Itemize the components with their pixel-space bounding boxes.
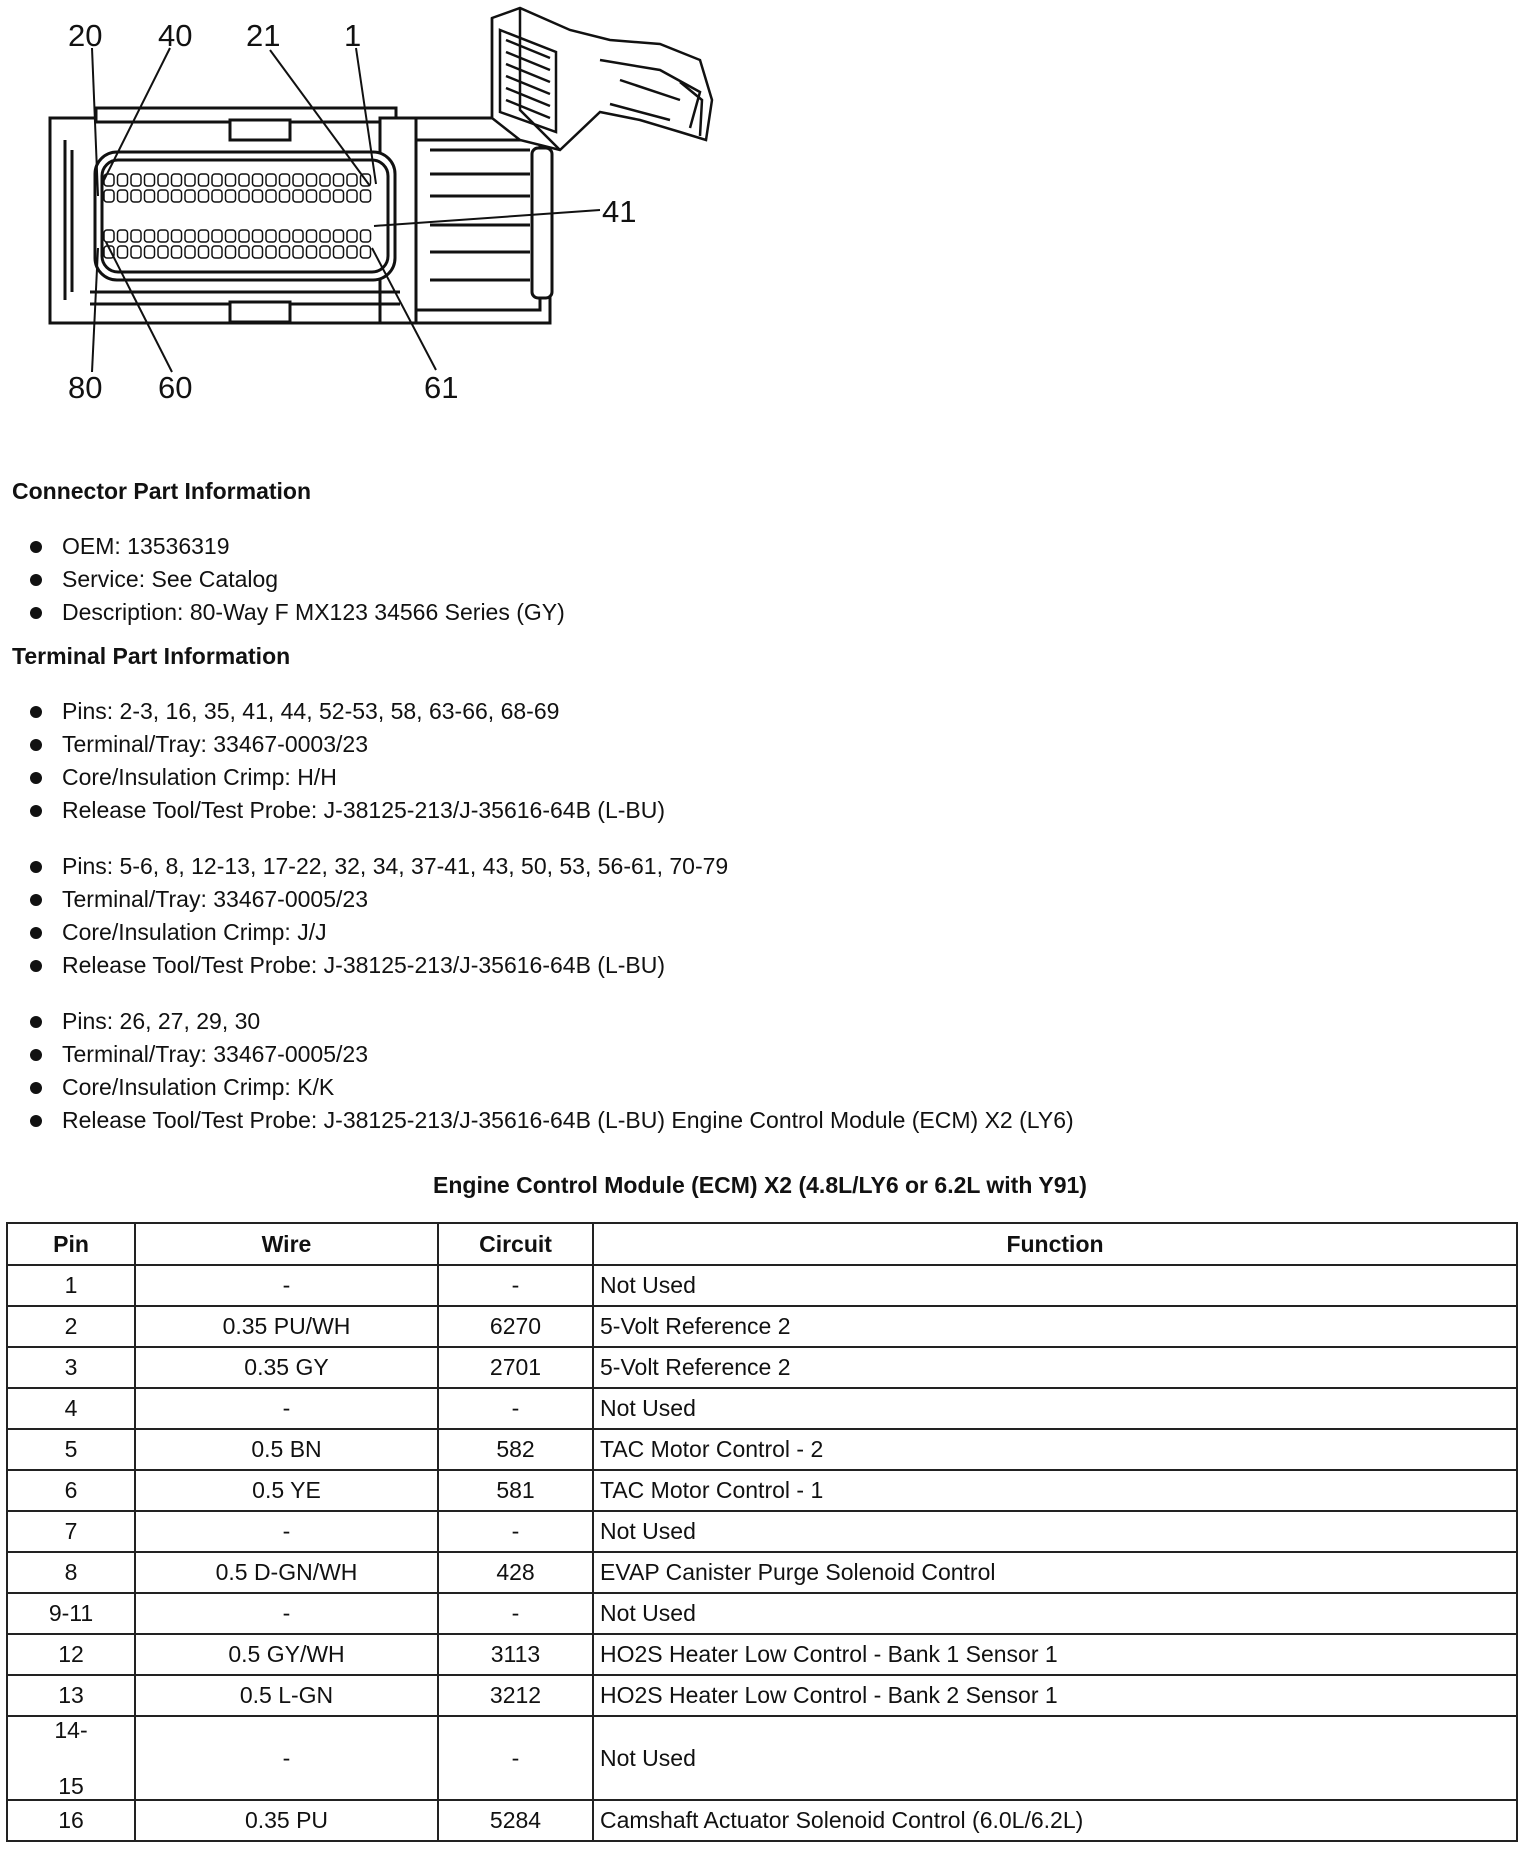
table-row (7, 1593, 1517, 1634)
pin-cavity (212, 230, 222, 242)
terminal-group-2 (28, 850, 728, 982)
list-item: Core/Insulation Crimp: K/K (28, 1071, 1074, 1104)
cell-circuit: 3212 (438, 1675, 593, 1716)
cell-wire: - (135, 1265, 438, 1306)
pin-cavity (239, 190, 249, 202)
pin-cavity (145, 230, 155, 242)
pin-cavity (293, 246, 303, 258)
cell-pin: 3 (7, 1347, 135, 1388)
pin-cavity (307, 246, 317, 258)
list-item: OEM: 13536319 (28, 530, 565, 563)
cell-pin: 5 (7, 1429, 135, 1470)
cell-circuit: - (438, 1593, 593, 1634)
cell-wire: 0.35 PU/WH (135, 1306, 438, 1347)
cell-pin: 16 (7, 1800, 135, 1841)
cell-function: Not Used (593, 1388, 1517, 1429)
header-pin: Pin (7, 1223, 135, 1265)
cell-wire: 0.5 GY/WH (135, 1634, 438, 1675)
pin-cavity (185, 190, 195, 202)
pin-cavity (226, 246, 236, 258)
cell-pin (7, 1716, 135, 1800)
cell-wire: 0.5 BN (135, 1429, 438, 1470)
table-row (7, 1429, 1517, 1470)
cell-circuit: 428 (438, 1552, 593, 1593)
pin-cavity (334, 246, 344, 258)
cell-function: TAC Motor Control - 2 (593, 1429, 1517, 1470)
pin-cavity (131, 230, 141, 242)
table-row (7, 1265, 1517, 1306)
pin-label-60: 60 (158, 370, 193, 405)
cell-function: Not Used (593, 1511, 1517, 1552)
header-wire: Wire (135, 1223, 438, 1265)
pin-cavity (347, 230, 357, 242)
pin-cavity (118, 246, 128, 258)
pin-cavity (104, 230, 114, 242)
cell-wire: 0.35 PU (135, 1800, 438, 1841)
cell-wire: - (135, 1716, 438, 1800)
connector-diagram (0, 0, 1520, 460)
pin-cavity (118, 230, 128, 242)
pin-table (6, 1222, 1518, 1842)
pin-cavity (158, 246, 168, 258)
table-row (7, 1675, 1517, 1716)
pin-cavity (266, 230, 276, 242)
cell-circuit: - (438, 1265, 593, 1306)
pin-cavity (212, 190, 222, 202)
cell-wire: 0.5 YE (135, 1470, 438, 1511)
pin-cavity (253, 246, 263, 258)
pin-cavity (320, 190, 330, 202)
pin-cavity (361, 246, 371, 258)
pin-cavity (334, 190, 344, 202)
table-row (7, 1388, 1517, 1429)
pin-cavity (226, 174, 236, 186)
cell-pin: 13 (7, 1675, 135, 1716)
pin-label-61: 61 (424, 370, 459, 405)
pin-cavity (361, 190, 371, 202)
pin-cavity (293, 230, 303, 242)
list-item: Pins: 5-6, 8, 12-13, 17-22, 32, 34, 37-41, 43, 50, 53, 56-61, 70-79 (28, 850, 728, 883)
pin-cavity (145, 246, 155, 258)
pin-cavity (239, 230, 249, 242)
pin-cavity (253, 230, 263, 242)
cell-wire: 0.35 GY (135, 1347, 438, 1388)
table-row (7, 1552, 1517, 1593)
table-row (7, 1634, 1517, 1675)
pin-cavity (239, 174, 249, 186)
pin-cavity (361, 230, 371, 242)
pin-label-80: 80 (68, 370, 103, 405)
cell-pin: 7 (7, 1511, 135, 1552)
pin-cavity (104, 190, 114, 202)
pin-cavity (307, 230, 317, 242)
pin-cavity (266, 190, 276, 202)
cell-wire: - (135, 1388, 438, 1429)
cell-circuit: 6270 (438, 1306, 593, 1347)
cell-wire: - (135, 1511, 438, 1552)
header-circuit: Circuit (438, 1223, 593, 1265)
pin-cavity (307, 190, 317, 202)
pin-cavity (266, 174, 276, 186)
pin-cavity (118, 174, 128, 186)
pin-cavity (131, 190, 141, 202)
list-item: Pins: 26, 27, 29, 30 (28, 1005, 1074, 1038)
pin-cavity (172, 190, 182, 202)
cell-pin: 6 (7, 1470, 135, 1511)
pin-cavity (226, 230, 236, 242)
terminal-group-1 (28, 695, 665, 827)
connector-body (50, 108, 552, 323)
table-row (7, 1800, 1517, 1841)
pin-cavity (199, 230, 209, 242)
pin-cavity (199, 190, 209, 202)
cell-function: Not Used (593, 1265, 1517, 1306)
cell-function: HO2S Heater Low Control - Bank 1 Sensor 1 (593, 1634, 1517, 1675)
pin-cavity (347, 174, 357, 186)
header-function: Function (593, 1223, 1517, 1265)
pin-cavity (158, 230, 168, 242)
pin-cavity (172, 246, 182, 258)
list-item: Release Tool/Test Probe: J-38125-213/J-35616-64B (L-BU) (28, 949, 728, 982)
pin-cavity (199, 174, 209, 186)
list-item: Release Tool/Test Probe: J-38125-213/J-35616-64B (L-BU) (28, 794, 665, 827)
pin-cavity (280, 246, 290, 258)
pin-cavity (334, 174, 344, 186)
cell-circuit: - (438, 1511, 593, 1552)
pin-label-40: 40 (158, 18, 193, 53)
cell-circuit: 2701 (438, 1347, 593, 1388)
pin-cavity (185, 230, 195, 242)
pin-cavity (212, 174, 222, 186)
pin-cavity (280, 190, 290, 202)
pin-cavity (212, 246, 222, 258)
cell-circuit: - (438, 1716, 593, 1800)
cell-pin: 2 (7, 1306, 135, 1347)
list-item: Terminal/Tray: 33467-0005/23 (28, 883, 728, 916)
list-item: Release Tool/Test Probe: J-38125-213/J-35616-64B (L-BU) Engine Control Module (ECM) X2 (LY6) (28, 1104, 1074, 1137)
pin-cavity (334, 230, 344, 242)
table-row (7, 1470, 1517, 1511)
cell-function: HO2S Heater Low Control - Bank 2 Sensor 1 (593, 1675, 1517, 1716)
cell-function: Camshaft Actuator Solenoid Control (6.0L/6.2L) (593, 1800, 1517, 1841)
list-item: Description: 80-Way F MX123 34566 Series (GY) (28, 596, 565, 629)
pin-cavity (172, 230, 182, 242)
cell-circuit: 582 (438, 1429, 593, 1470)
cell-function: TAC Motor Control - 1 (593, 1470, 1517, 1511)
list-item: Service: See Catalog (28, 563, 565, 596)
pin-cavity (253, 174, 263, 186)
cell-wire: 0.5 D-GN/WH (135, 1552, 438, 1593)
table-caption: Engine Control Module (ECM) X2 (4.8L/LY6 or 6.2L with Y91) (433, 1172, 1087, 1198)
cell-pin: 8 (7, 1552, 135, 1593)
cell-pin: 12 (7, 1634, 135, 1675)
cell-function: Not Used (593, 1716, 1517, 1800)
pin-range-start: 14- (54, 1717, 88, 1743)
pin-cavity (320, 174, 330, 186)
pin-cavity (293, 174, 303, 186)
pin-label-20: 20 (68, 18, 103, 53)
pin-label-41: 41 (602, 194, 637, 229)
pin-cavity (293, 190, 303, 202)
pin-cavity (185, 174, 195, 186)
list-item: Terminal/Tray: 33467-0003/23 (28, 728, 665, 761)
terminal-group-3 (28, 1005, 1074, 1137)
list-item: Core/Insulation Crimp: J/J (28, 916, 728, 949)
cell-function: 5-Volt Reference 2 (593, 1306, 1517, 1347)
pin-label-21: 21 (246, 18, 281, 53)
pin-cavity (145, 190, 155, 202)
cell-pin: 1 (7, 1265, 135, 1306)
cell-wire: - (135, 1593, 438, 1634)
cell-circuit: 581 (438, 1470, 593, 1511)
table-row (7, 1347, 1517, 1388)
pin-cavity (158, 190, 168, 202)
pin-cavity (307, 174, 317, 186)
pin-cavity (172, 174, 182, 186)
cell-pin: 9-11 (7, 1593, 135, 1634)
cell-circuit: 5284 (438, 1800, 593, 1841)
terminal-info-title: Terminal Part Information (12, 643, 291, 669)
pin-cavity (131, 174, 141, 186)
list-item: Core/Insulation Crimp: H/H (28, 761, 665, 794)
pin-cavity (266, 246, 276, 258)
pin-cavity (199, 246, 209, 258)
cell-circuit: - (438, 1388, 593, 1429)
cell-wire: 0.5 L-GN (135, 1675, 438, 1716)
cell-function: EVAP Canister Purge Solenoid Control (593, 1552, 1517, 1593)
table-header-row (7, 1223, 1517, 1265)
pin-cavity (226, 190, 236, 202)
connector-3d-view (492, 8, 712, 150)
pin-cavity (239, 246, 249, 258)
pin-cavity (131, 246, 141, 258)
pin-cavity (280, 174, 290, 186)
table-row (7, 1306, 1517, 1347)
pin-cavity (320, 230, 330, 242)
pin-cavity (280, 230, 290, 242)
cell-function: Not Used (593, 1593, 1517, 1634)
pin-cavity (158, 174, 168, 186)
table-row (7, 1716, 1517, 1800)
pin-range-end: 15 (58, 1773, 84, 1799)
pin-cavity (253, 190, 263, 202)
cell-function: 5-Volt Reference 2 (593, 1347, 1517, 1388)
cell-circuit: 3113 (438, 1634, 593, 1675)
pin-cavity (347, 246, 357, 258)
cell-pin: 4 (7, 1388, 135, 1429)
list-item: Terminal/Tray: 33467-0005/23 (28, 1038, 1074, 1071)
pin-cavity (320, 246, 330, 258)
pin-cavity (185, 246, 195, 258)
pin-cavity (347, 190, 357, 202)
connector-info-title: Connector Part Information (12, 478, 312, 504)
list-item: Pins: 2-3, 16, 35, 41, 44, 52-53, 58, 63-66, 68-69 (28, 695, 665, 728)
pin-cavity (118, 190, 128, 202)
pin-label-1: 1 (344, 18, 362, 53)
pin-cavity (145, 174, 155, 186)
table-row (7, 1511, 1517, 1552)
connector-info-list (28, 530, 565, 629)
